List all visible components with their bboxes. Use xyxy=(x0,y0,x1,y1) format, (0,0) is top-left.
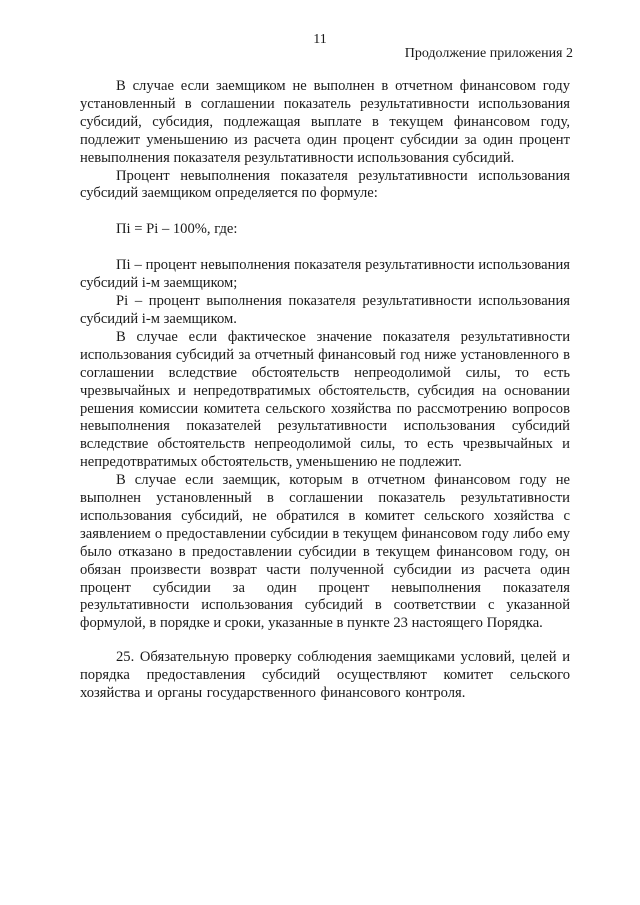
paragraph-formula-intro: Процент невыполнения показателя результативности использования субсидий заемщиком определяется по формуле: xyxy=(80,167,570,202)
paragraph-refund: В случае если заемщик, которым в отчетном финансовом году не выполнен установленный в соглашении показатель результативности использования субсидий, не обратился в комитет сельского хозяйства с заявлением о предоставлении субсидии в текущем финансовом году либо ему было отказано в предоставлении субсидии в текущем финансовом году, он обязан произвести возврат части полученной субсидии из расчета один процент субсидии за один процент невыполнения показателя результативности использования субсидий в соответствии с указанной формулой, в порядке и сроки, указанные в пункте 23 настоящего Порядка. xyxy=(80,472,570,632)
paragraph-force-majeure: В случае если фактическое значение показателя результативности использования субсидий за отчетный финансовый год ниже установленного в соглашении вследствие обстоятельств непреодолимой силы, то есть чрезвычайных и непредотвратимых обстоятельств, субсидия на основании решения комиссии комитета сельского хозяйства по рассмотрению вопросов невыполнения показателей результативности использования субсидий вследствие обстоятельств непреодолимой силы, то есть чрезвычайных и непредотвратимых обстоятельств, уменьшению не подлежит. xyxy=(80,328,570,471)
continuation-label: Продолжение приложения 2 xyxy=(404,46,573,61)
paragraph-definition-ri: Рi – процент выполнения показателя результативности использования субсидий i-м заемщиком. xyxy=(80,293,570,327)
paragraph-25-control: 25. Обязательную проверку соблюдения заемщиками условий, целей и порядка предоставления субсидий осуществляют комитет сельского хозяйства и органы государственного финансового контроля. xyxy=(80,649,570,702)
paragraph-reduction-rule: В случае если заемщиком не выполнен в отчетном финансовом году установленный в соглашении показатель результативности использования субсидий, субсидия, подлежащая выплате в текущем финансовом году, подлежит уменьшению из расчета один процент субсидии за один процент невыполнения показателя результативности использования субсидий. xyxy=(80,78,570,166)
document-body xyxy=(80,78,570,703)
formula: Пi = Рi – 100%, где: xyxy=(116,221,238,238)
paragraph-definition-pi: Пi – процент невыполнения показателя результативности использования субсидий i-м заемщиком; xyxy=(80,257,570,292)
page-number: 11 xyxy=(313,32,327,47)
